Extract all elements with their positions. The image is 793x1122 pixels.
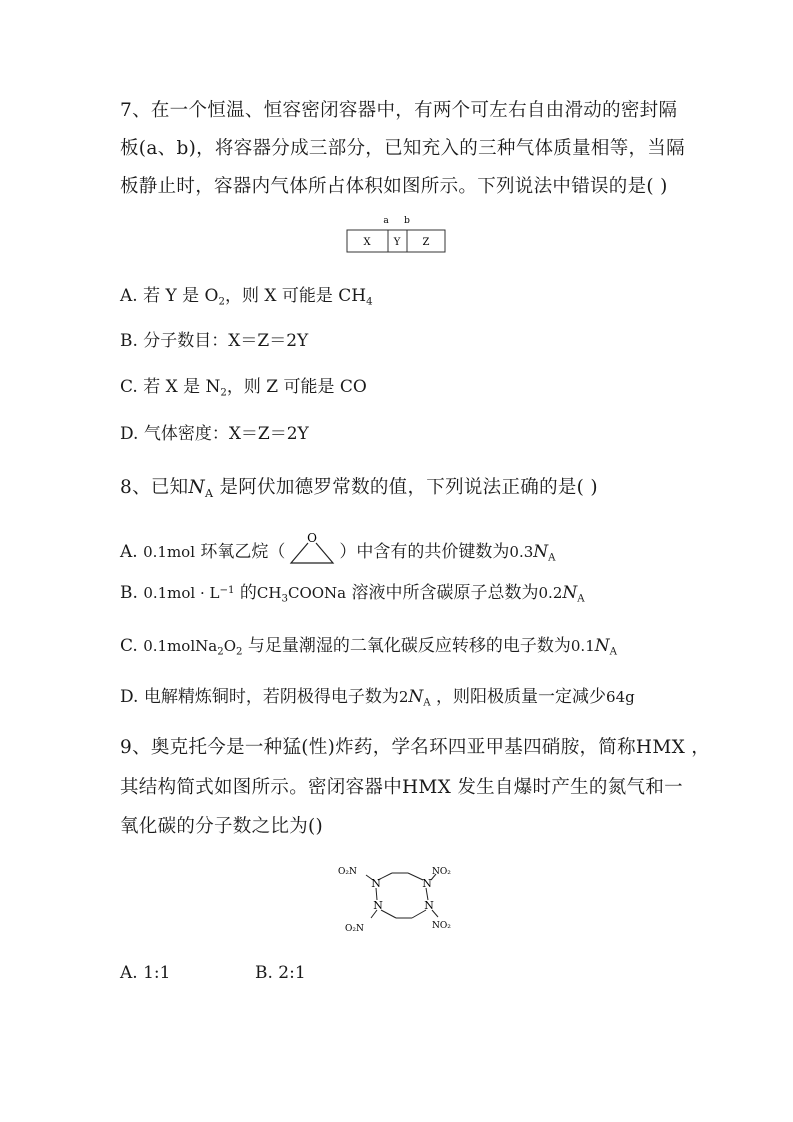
q8-d-pre: D. 电解精炼铜时，若阴极得电子数为 bbox=[120, 687, 399, 707]
nitro-group-top-right: NO₂ bbox=[432, 867, 451, 877]
q8-a-post: ）中含有的共价键数为 bbox=[339, 542, 510, 562]
q8-option-a[interactable] bbox=[120, 531, 556, 565]
q9-option-a[interactable]: A. 1:1 bbox=[120, 963, 171, 983]
q7-option-a-sub2: 4 bbox=[366, 296, 373, 308]
q8-d-nsub: A bbox=[423, 697, 431, 709]
q8-c-num: 0.1 bbox=[570, 637, 595, 655]
q8-b-num: 0.2 bbox=[538, 584, 563, 602]
q9-option-b[interactable]: B. 2:1 bbox=[255, 963, 306, 983]
q7-option-c-sub1: 2 bbox=[220, 387, 227, 399]
q7-option-a[interactable] bbox=[120, 281, 373, 306]
q8-a-n: N bbox=[533, 542, 549, 562]
q8-a-pre: A. bbox=[120, 542, 144, 562]
nitro-group-bottom-left: O₂N bbox=[345, 924, 364, 934]
q8-option-b[interactable] bbox=[120, 578, 585, 603]
q7-stem-line1: 7、在一个恒温、恒容密闭容器中，有两个可左右自由滑动的密封隔 bbox=[120, 100, 678, 121]
q7-option-c-text1: C. 若 X 是 N bbox=[120, 377, 221, 397]
q8-b-nsub: A bbox=[577, 593, 585, 605]
q8-a-mid: 环氧乙烷（ bbox=[195, 542, 286, 562]
q8-stem-n: N bbox=[188, 477, 205, 498]
q8-b-mid: 的 bbox=[234, 583, 257, 603]
q8-stem bbox=[120, 473, 598, 499]
q8-d-tail: 64g bbox=[606, 688, 635, 706]
ring-n4-label: N bbox=[373, 899, 383, 912]
q8-b-val: 0.1mol · L bbox=[143, 584, 220, 602]
q8-b-sup: −1 bbox=[219, 584, 235, 596]
q8-a-val: 0.1mol bbox=[143, 543, 196, 561]
q9-stem-line1: 9、奥克托今是一种猛(性)炸药，学名环四亚甲基四硝胺，简称HMX ， bbox=[120, 737, 711, 758]
q8-a-num: 0.3 bbox=[509, 543, 534, 561]
cell-z-label: Z bbox=[422, 237, 430, 248]
q8-b-f2: COONa bbox=[287, 584, 347, 602]
partition-a-label: a bbox=[383, 216, 389, 226]
q8-option-c[interactable] bbox=[120, 631, 617, 656]
q8-c-n: N bbox=[594, 636, 610, 656]
q8-b-f1: CH bbox=[256, 584, 282, 602]
q7-option-a-text2: ，则 X 可能是 CH bbox=[224, 286, 367, 306]
q8-c-nsub: A bbox=[609, 646, 617, 658]
q8-b-n: N bbox=[562, 583, 578, 603]
ring-n3-label: N bbox=[424, 899, 434, 912]
cell-x-label: X bbox=[363, 237, 371, 248]
epoxide-ring-icon bbox=[285, 531, 339, 565]
q8-d-num: 2 bbox=[398, 688, 409, 706]
epoxide-oxygen-label: O bbox=[307, 531, 318, 545]
q8-c-val: 0.1molNa bbox=[143, 637, 218, 655]
q9-stem-line2: 其结构简式如图所示。密闭容器中HMX 发生自爆时产生的氮气和一 bbox=[120, 777, 683, 798]
q8-option-d[interactable] bbox=[120, 682, 635, 707]
q8-stem-post: 是阿伏加德罗常数的值，下列说法正确的是( ) bbox=[213, 477, 598, 498]
q8-b-f1sub: 3 bbox=[281, 593, 288, 605]
partition-b-label: b bbox=[404, 216, 410, 226]
q7-option-a-text1: A. 若 Y 是 O bbox=[120, 286, 219, 306]
nitro-group-bottom-right: NO₂ bbox=[432, 921, 451, 931]
q7-stem-line3: 板静止时，容器内气体所占体积如图所示。下列说法中错误的是( ) bbox=[120, 176, 668, 197]
q8-a-nsub: A bbox=[548, 552, 556, 564]
q8-stem-nsub: A bbox=[204, 486, 214, 500]
q7-option-a-sub1: 2 bbox=[218, 296, 225, 308]
q8-b-post: 溶液中所含碳原子总数为 bbox=[346, 583, 539, 603]
q7-option-b[interactable]: B. 分子数目：X＝Z＝2Y bbox=[120, 331, 309, 351]
q8-b-pre: B. bbox=[120, 583, 144, 603]
q7-stem-line2: 板(a、b)，将容器分成三部分，已知充入的三种气体质量相等，当隔 bbox=[120, 138, 685, 159]
q8-stem-pre: 8、已知 bbox=[120, 477, 189, 498]
q7-option-c[interactable] bbox=[120, 372, 367, 397]
q8-d-n: N bbox=[408, 687, 424, 707]
q8-c-post: 与足量潮湿的二氧化碳反应转移的电子数为 bbox=[242, 636, 571, 656]
q8-d-post: ，则阳极质量一定减少 bbox=[430, 687, 607, 707]
ring-n2-label: N bbox=[422, 877, 432, 890]
q7-option-c-text2: ，则 Z 可能是 CO bbox=[226, 377, 367, 397]
q8-c-s1: 2 bbox=[217, 646, 224, 658]
ring-n1-label: N bbox=[371, 877, 381, 890]
q8-c-pre: C. bbox=[120, 636, 144, 656]
cell-y-label: Y bbox=[393, 237, 401, 248]
q7-option-d[interactable]: D. 气体密度：X＝Z＝2Y bbox=[120, 424, 309, 444]
q9-stem-line3: 氧化碳的分子数之比为() bbox=[120, 816, 324, 837]
container-diagram bbox=[340, 213, 452, 257]
q8-c-o: O bbox=[223, 637, 236, 655]
hmx-structure-diagram bbox=[336, 854, 466, 938]
nitro-group-top-left: O₂N bbox=[338, 867, 357, 877]
q8-c-s2: 2 bbox=[236, 646, 243, 658]
